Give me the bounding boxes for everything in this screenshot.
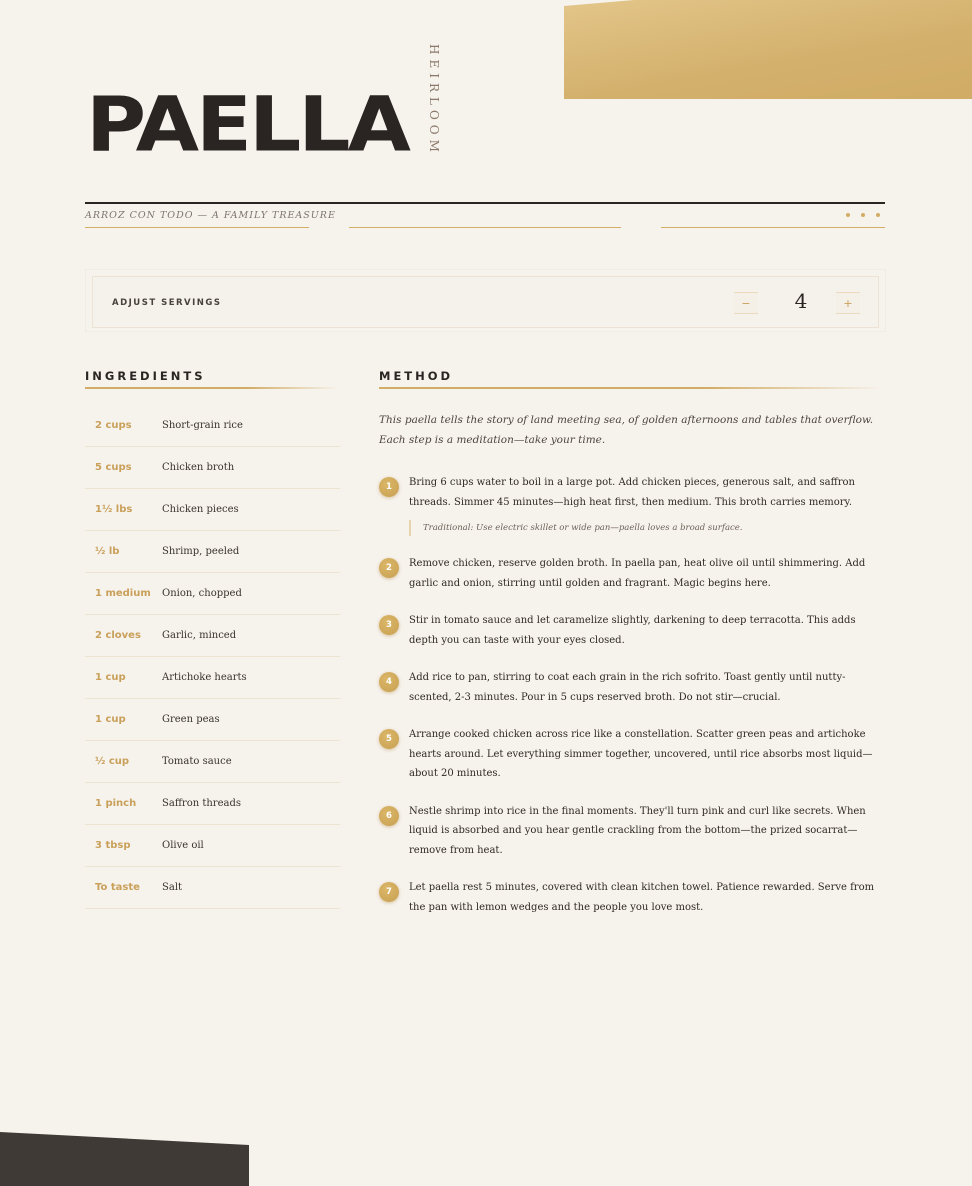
method-step — [379, 878, 884, 917]
ingredient-row — [85, 489, 340, 531]
step-note: Traditional: Use electric skillet or wide pan—paella loves a broad surface. — [409, 520, 884, 536]
ingredient-row — [85, 699, 340, 741]
ornament-dots — [846, 213, 880, 217]
ingredient-name: Chicken pieces — [162, 504, 239, 515]
step-text: Nestle shrimp into rice in the final moments. They'll turn pink and curl like secrets. When liquid is absorbed and you hear gentle crackling from the bottom—the prized socarrat—remove from heat. — [409, 805, 866, 856]
method-step — [379, 473, 884, 536]
step-number-badge: 6 — [379, 806, 399, 826]
step-number-badge: 2 — [379, 558, 399, 578]
ingredient-name: Shrimp, peeled — [162, 546, 240, 557]
step-text: Arrange cooked chicken across rice like a constellation. Scatter green peas and artichoke hearts around. Let everything simmer together, uncovered, until rice absorbs most liquid—about 20 minutes. — [409, 729, 873, 779]
method-step — [379, 668, 884, 707]
ingredients-heading-rule — [85, 387, 337, 389]
gold-rule-left — [85, 227, 309, 228]
ingredient-qty: 2 cloves — [95, 630, 141, 641]
dot-icon — [876, 213, 880, 217]
ingredient-name: Salt — [162, 882, 183, 893]
ingredient-name: Olive oil — [162, 840, 204, 851]
ingredient-name: Garlic, minced — [162, 630, 237, 641]
ingredient-qty: 1 pinch — [95, 798, 137, 809]
step-text: Stir in tomato sauce and let caramelize slightly, darkening to deep terracotta. This adds depth you can taste with your eyes closed. — [409, 615, 856, 646]
ingredient-qty: 1 medium — [95, 588, 151, 599]
method-step — [379, 611, 884, 650]
increase-servings-button[interactable]: + — [836, 292, 860, 314]
method-heading: METHOD — [379, 369, 454, 383]
method-heading-rule — [379, 387, 884, 389]
servings-label: ADJUST SERVINGS — [112, 298, 222, 308]
method-section — [379, 410, 884, 935]
ingredient-qty: 5 cups — [95, 462, 132, 473]
step-number-badge: 5 — [379, 729, 399, 749]
ingredient-row — [85, 867, 340, 909]
ingredient-qty: ½ lb — [95, 546, 120, 557]
method-step — [379, 802, 884, 861]
method-step — [379, 554, 884, 593]
ingredients-heading: INGREDIENTS — [85, 369, 206, 383]
gold-rule-middle — [349, 227, 621, 228]
ingredient-name: Saffron threads — [162, 798, 241, 809]
ingredient-row — [85, 405, 340, 447]
ingredient-qty: 1 cup — [95, 672, 126, 683]
ingredient-row — [85, 615, 340, 657]
header-divider — [85, 202, 885, 204]
method-intro: This paella tells the story of land meeting sea, of golden afternoons and tables that overflow. Each step is a meditation—take your time. — [379, 414, 874, 446]
ingredient-row — [85, 741, 340, 783]
dot-icon — [846, 213, 850, 217]
step-number-badge: 1 — [379, 477, 399, 497]
servings-value: 4 — [794, 289, 808, 313]
ingredient-qty: ½ cup — [95, 756, 130, 767]
ingredient-name: Onion, chopped — [162, 588, 242, 599]
ingredient-qty: To taste — [95, 882, 140, 893]
ingredient-row — [85, 825, 340, 867]
gold-rule-right — [661, 227, 885, 228]
page-title: PAELLA — [86, 81, 409, 169]
step-number-badge: 3 — [379, 615, 399, 635]
dot-icon — [861, 213, 865, 217]
method-step — [379, 725, 884, 784]
ingredient-row — [85, 447, 340, 489]
ingredient-row — [85, 657, 340, 699]
step-text: Remove chicken, reserve golden broth. In paella pan, heat olive oil until shimmering. Add garlic and onion, stirring until golden and fragrant. Magic begins here. — [409, 558, 866, 589]
ingredient-row — [85, 783, 340, 825]
ingredient-name: Short-grain rice — [162, 420, 243, 431]
step-number-badge: 7 — [379, 882, 399, 902]
step-text: Let paella rest 5 minutes, covered with clean kitchen towel. Patience rewarded. Serve from the pan with lemon wedges and the people you love most. — [409, 882, 875, 913]
ingredient-row — [85, 531, 340, 573]
step-text: Add rice to pan, stirring to coat each grain in the rich sofrito. Toast gently until nutty-scented, 2-3 minutes. Pour in 5 cups reserved broth. Do not stir—crucial. — [409, 672, 846, 703]
ingredient-name: Tomato sauce — [162, 756, 232, 767]
subtitle: ARROZ CON TODO — A FAMILY TREASURE — [85, 210, 336, 221]
ingredients-list — [85, 405, 340, 909]
ingredient-name: Chicken broth — [162, 462, 235, 473]
step-number-badge: 4 — [379, 672, 399, 692]
servings-panel — [92, 276, 879, 328]
decorative-gold-block — [564, 0, 972, 99]
heirloom-label: HEIRLOOM — [427, 44, 441, 157]
ingredient-row — [85, 573, 340, 615]
ingredient-qty: 1½ lbs — [95, 504, 133, 515]
decorative-dark-block — [0, 1132, 249, 1186]
ingredient-name: Green peas — [162, 714, 220, 725]
ingredient-name: Artichoke hearts — [162, 672, 247, 683]
decrease-servings-button[interactable]: − — [734, 292, 758, 314]
step-text: Bring 6 cups water to boil in a large pot. Add chicken pieces, generous salt, and saffron threads. Simmer 45 minutes—high heat first, then medium. This broth carries memory. — [409, 477, 855, 508]
ingredient-qty: 1 cup — [95, 714, 126, 725]
ingredient-qty: 2 cups — [95, 420, 132, 431]
ingredient-qty: 3 tbsp — [95, 840, 131, 851]
